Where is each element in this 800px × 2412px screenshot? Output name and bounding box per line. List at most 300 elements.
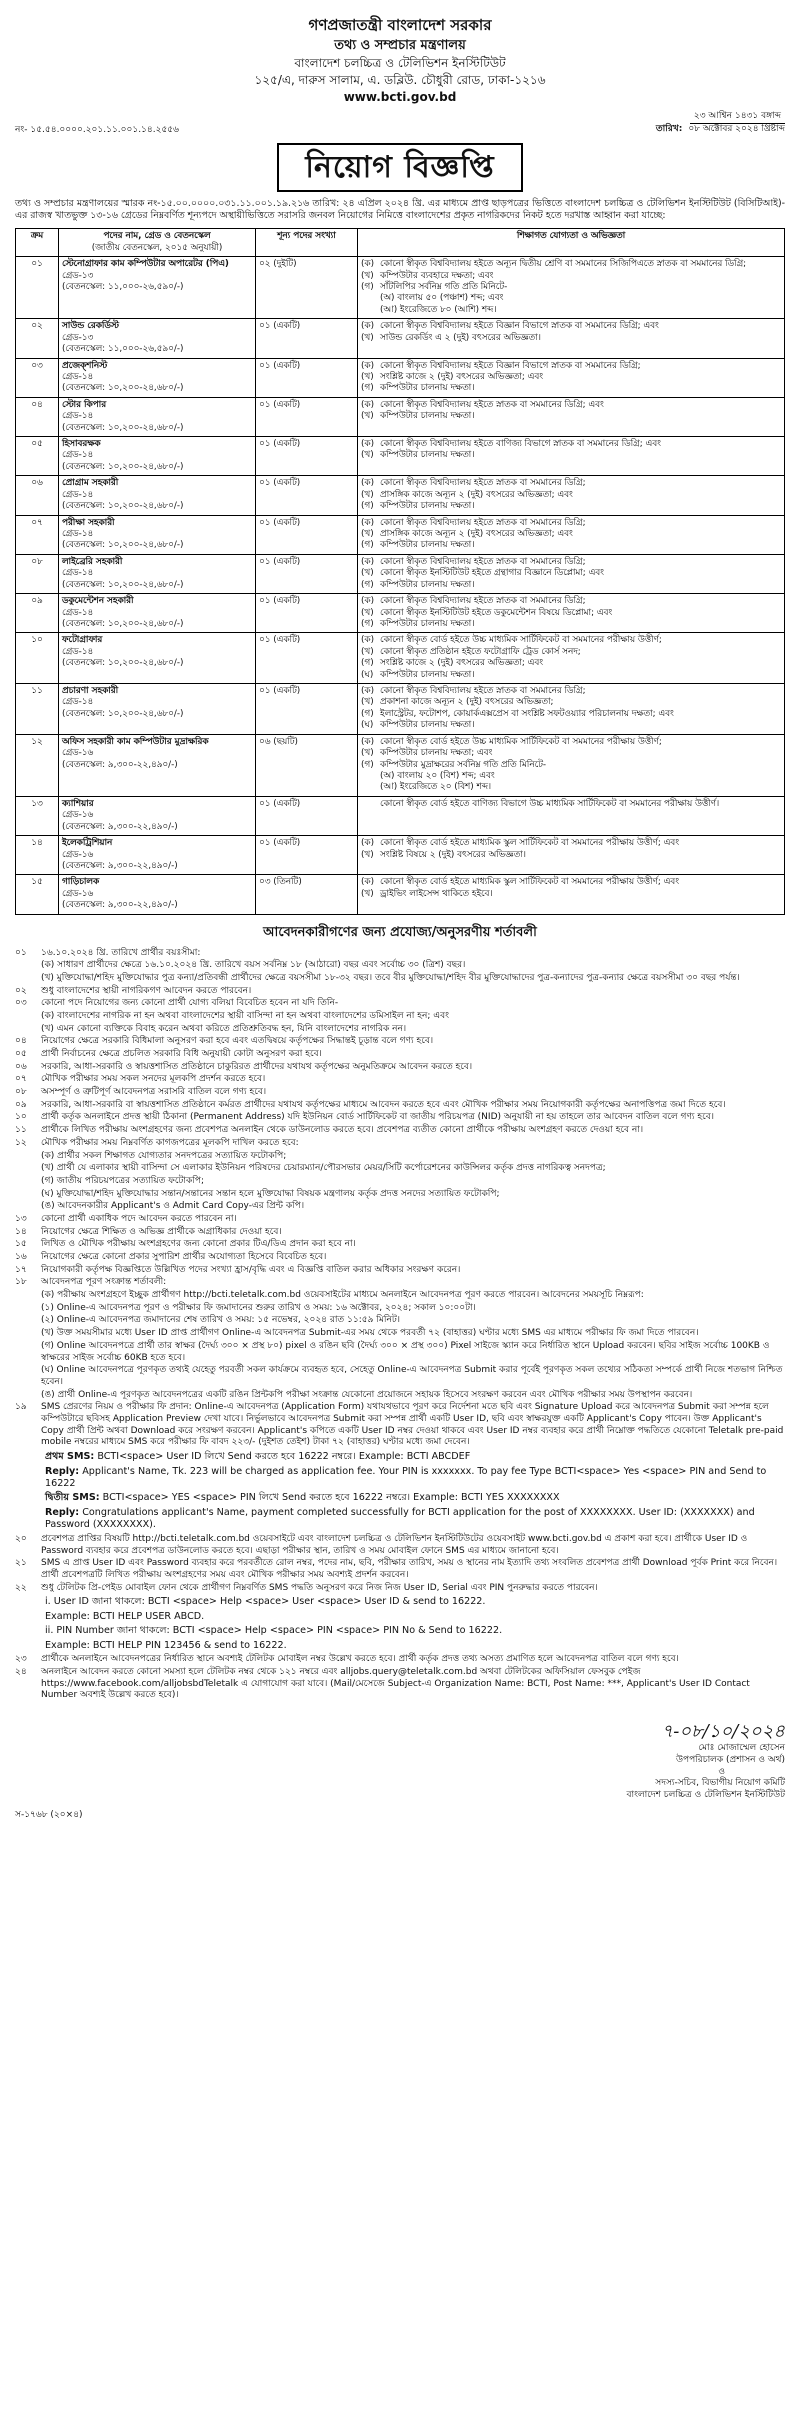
term-item xyxy=(15,1583,785,1595)
term-item xyxy=(15,1341,785,1364)
term-number xyxy=(15,1189,37,1201)
qualification-text: কম্পিউটার মুদ্রাক্ষরের সর্বনিম্ন গতি প্রতি মিনিটে- xyxy=(380,759,547,770)
qualification-marker: (খ) xyxy=(361,607,374,618)
post-name: পরীক্ষা সহকারী xyxy=(62,517,115,528)
qualification-text: কম্পিউটার চালনায় দক্ষতা। xyxy=(380,540,475,551)
qualification-marker: (খ) xyxy=(361,529,374,539)
term-item xyxy=(15,1024,785,1036)
row-qualification xyxy=(358,684,785,735)
post-grade: গ্রেড-১৪ xyxy=(62,607,94,618)
qualification-marker: (ক) xyxy=(361,556,375,567)
post-pay: (বেতনস্কেল: ১০,২০০-২৪,৬৮০/-) xyxy=(62,579,184,590)
term-number xyxy=(15,1341,37,1364)
qualification-line xyxy=(361,670,781,681)
post-pay: (বেতনস্কেল: ১০,২০০-২৪,৬৮০/-) xyxy=(62,383,184,394)
table-header-row xyxy=(16,229,785,257)
row-serial: ১৫ xyxy=(16,875,59,914)
qualification-marker: (গ) xyxy=(361,708,374,719)
term-text: (খ) এমন কোনো ব্যক্তিকে বিবাহ করেন অথবা করিতে প্রতিশ্রুতিবদ্ধ হন, যিনি বাংলাদেশের নাগরিক নন। xyxy=(41,1023,407,1034)
header-count: শূন্য পদের সংখ্যা xyxy=(256,229,358,257)
row-post xyxy=(59,257,256,319)
qualification-line xyxy=(361,889,781,900)
row-qualification xyxy=(358,476,785,515)
qualification-text: কোনো স্বীকৃত বোর্ড হইতে বাণিজ্য বিভাগে উচ্চ মাধ্যমিক সার্টিফিকেট বা সমমানের পরীক্ষায় উত্তীর্ণ। xyxy=(380,798,720,809)
post-grade: গ্রেড-১৪ xyxy=(62,529,94,539)
qualification-line xyxy=(361,540,781,551)
notice-page xyxy=(15,0,785,1821)
post-pay: (বেতনস্কেল: ১০,২০০-২৪,৬৮০/-) xyxy=(62,618,184,629)
post-name: স্টেনোগ্রাফার কাম কম্পিউটার অপারেটর (পিএ) xyxy=(62,259,229,270)
term-text: (ঙ) প্রার্থী Online-এ পূরণকৃত আবেদনপত্রের একটি রঙিন প্রিন্টকপি পরীক্ষা সংক্রান্ত যেকোনো প্রয়োজনে সহায়ক হিসেবে সংরক্ষণ করবেন এবং মৌখিক পরীক্ষার সময় উপস্থাপন করবেন। xyxy=(41,1389,693,1400)
qualification-line xyxy=(361,697,781,708)
term-text: কোনো পদে নিয়োগের জন্য কোনো প্রার্থী যোগ্য বলিয়া বিবেচিত হবেন না যদি তিনি- xyxy=(41,998,339,1009)
post-grade: গ্রেড-১৪ xyxy=(62,646,94,657)
post-pay: (বেতনস্কেল: ১০,২০০-২৪,৬৮০/-) xyxy=(62,540,184,551)
term-item xyxy=(15,1176,785,1188)
term-item xyxy=(15,1654,785,1666)
post-grade: গ্রেড-১৪ xyxy=(62,489,94,500)
term-number: ১১ xyxy=(15,1125,27,1136)
term-text: (গ) Online আবেদনপত্রে প্রার্থী তার স্বাক্ষর (দৈর্ঘ্য ৩০০ × প্রস্থ ৮০) pixel ও রঙিন ছবি (দৈর্ঘ্য ৩০০ × প্রস্থ ৩০০) Pixel সাইজে স্ক্যান করে নির্ধারিত স্থানে Upload করবেন। ছবির সাইজ সর্বোচ্চ 100KB ও স্বাক্ষরের সাইজ সর্বোচ্চ 60KB হতে হবে। xyxy=(41,1340,770,1363)
row-count: ০১ (একটি) xyxy=(256,684,358,735)
qualification-text: কোনো স্বীকৃত বিশ্ববিদ্যালয় হইতে বাণিজ্য বিভাগে স্নাতক বা সমমানের ডিগ্রি; এবং xyxy=(380,439,661,450)
term-text: সরকারি, আধা-সরকারি ও স্বায়ত্তশাসিত প্রতিষ্ঠানে চাকুরিরত প্রার্থীদের যথাযথ কর্তৃপক্ষের অনুমতিক্রমে আবেদন করতে হবে। xyxy=(41,1061,473,1072)
post-grade: গ্রেড-১৪ xyxy=(62,697,94,708)
term-number: ১৫ xyxy=(15,1239,27,1250)
term-text: (খ) প্রার্থী যে এলাকার স্থায়ী বাসিন্দা সে এলাকার ইউনিয়ন পরিষদের চেয়ারম্যান/পৌরসভার মেয়র/সিটি কর্পোরেশনের কাউন্সিলর কর্তৃক প্রদত্ত নাগরিকত্ব সনদপত্র; xyxy=(41,1163,606,1174)
term-number: ১৬ xyxy=(15,1252,27,1263)
post-name: ফটোগ্রাফার xyxy=(62,635,103,646)
date-gregorian: ০৮ অক্টোবর ২০২৪ খ্রিষ্টাব্দ xyxy=(688,123,785,134)
post-name: হিসাবরক্ষক xyxy=(62,439,101,450)
term-item xyxy=(15,1315,785,1327)
header-post xyxy=(59,229,256,257)
title-wrap xyxy=(15,143,785,192)
term-item xyxy=(15,1365,785,1388)
term-text: কোনো প্রার্থী একাধিক পদে আবেদন করতে পারবেন না। xyxy=(41,1213,237,1224)
post-grade: গ্রেড-১৪ xyxy=(62,371,94,382)
post-name: প্রচারণা সহকারী xyxy=(62,686,119,697)
qualification-line xyxy=(361,737,781,748)
qualification-line xyxy=(361,580,781,591)
terms-title: আবেদনকারীগণের জন্য প্রযোজ্য/অনুসরণীয় শর্তাবলী xyxy=(263,924,537,940)
footer xyxy=(15,1810,785,1822)
qualification-marker xyxy=(361,293,377,304)
header-qualification: শিক্ষাগত যোগ্যতা ও অভিজ্ঞতা xyxy=(358,229,785,257)
qualification-text: ড্রাইভিং লাইসেন্স থাকিতে হইবে। xyxy=(380,888,493,899)
term-text: (ঘ) মুক্তিযোদ্ধা/শহিদ মুক্তিযোদ্ধার সন্তান/সন্তানের সন্তান হলে মুক্তিযোদ্ধা বিষয়ক মন্ত্রণালয় কর্তৃক প্রদত্ত সনদের সত্যায়িত ফটোকপি; xyxy=(41,1188,500,1199)
qualification-text: কোনো স্বীকৃত বিশ্ববিদ্যালয় হইতে বিজ্ঞান বিভাগে স্নাতক বা সমমানের ডিগ্রি; xyxy=(380,360,641,371)
post-pay: (বেতনস্কেল: ৯,৩০০-২২,৪৯০/-) xyxy=(62,860,178,871)
sms-text: BCTI<space> User ID লিখে Send করতে হবে 16222 নম্বরে। Example: BCTI ABCDEF xyxy=(97,1451,471,1463)
term-number: ২৪ xyxy=(15,1666,27,1677)
qualification-marker: (গ) xyxy=(361,658,374,669)
qualification-text: কম্পিউটার চালনায় দক্ষতা। xyxy=(380,383,475,394)
row-qualification xyxy=(358,437,785,476)
qualification-text: (আ) ইংরেজিতে ৮০ (আশি) শব্দ। xyxy=(380,304,497,315)
term-text: SMS এ প্রাপ্ত User ID এবং Password ব্যবহার করে পরবর্তীতে রোল নম্বর, পদের নাম, ছবি, পরীক্ষার তারিখ, সময় ও স্থানের নাম ইত্যাদি তথ্য সংবলিত প্রবেশপত্র প্রার্থী Download পূর্বক Print করে নিবেন। প্রার্থী প্রবেশপত্রটি লিখিত পরীক্ষায় অংশগ্রহণের সময় এবং মৌখিক পরীক্ষার সময় অবশ্যই প্রদর্শন করবেন। xyxy=(41,1558,778,1580)
qualification-line xyxy=(361,557,781,568)
term-item xyxy=(15,1036,785,1048)
qualification-line xyxy=(361,439,781,450)
qualification-marker: (ক) xyxy=(361,321,375,332)
row-count: ০১ (একটি) xyxy=(256,554,358,593)
post-pay: (বেতনস্কেল: ১১,০০০-২৬,৫৯০/-) xyxy=(62,344,184,355)
qualification-text: কম্পিউটার চালনায় দক্ষতা। xyxy=(380,669,475,680)
qualification-text: কম্পিউটার চালনায় দক্ষতা। xyxy=(380,720,475,731)
sms-text: BCTI<space> YES <space> PIN লিখে Send করতে হবে 16222 নম্বরে। Example: BCTI YES XXXXXXXX xyxy=(102,1492,560,1504)
qualification-line xyxy=(361,619,781,630)
qualification-marker: (খ) xyxy=(361,568,374,579)
term-item xyxy=(15,998,785,1010)
term-number xyxy=(15,1390,37,1402)
qualification-text: কোনো স্বীকৃত বোর্ড হইতে মাধ্যমিক স্কুল সার্টিফিকেট বা সমমানের পরীক্ষায় উত্তীর্ণ; এবং xyxy=(380,838,679,849)
term-text: ১৬.১০.২০২৪ খ্রি. তারিখে প্রার্থীর বয়ঃসীমা: xyxy=(41,947,201,958)
term-item xyxy=(15,1303,785,1315)
qualification-text: সাউন্ড রেকর্ডিং এ ২ (দুই) বৎসরের অভিজ্ঞতা। xyxy=(380,332,541,343)
qualification-marker: (ঘ) xyxy=(361,720,374,731)
qualification-text: কোনো স্বীকৃত বিশ্ববিদ্যালয় হইতে স্নাতক বা সমমানের ডিগ্রি; xyxy=(380,556,586,567)
term-text: প্রার্থী নির্বাচনের ক্ষেত্রে প্রচলিত সরকারি বিধি অনুযায়ী কোটা অনুসরণ করা হবে। xyxy=(41,1049,322,1060)
qualification-marker: (ক) xyxy=(361,259,375,270)
qualification-line xyxy=(361,259,781,270)
post-pay: (বেতনস্কেল: ১০,২০০-২৪,৬৮০/-) xyxy=(62,658,184,669)
post-grade: গ্রেড-১৪ xyxy=(62,568,94,579)
row-post xyxy=(59,319,256,358)
term-text: (খ) মুক্তিযোদ্ধা/শহিদ মুক্তিযোদ্ধার পুত্র কন্যা/প্রতিবন্ধী প্রার্থীদের ক্ষেত্রে বয়সসীমা ১৮-৩২ বছর। তবে বীর মুক্তিযোদ্ধা/শহিদ বীর মুক্তিযোদ্ধাদের পুত্র-কন্যাদের পুত্র-কন্যার ক্ষেত্রে বয়সসীমা ৩০ বছর পর্যন্ত। xyxy=(41,972,740,983)
term-item xyxy=(15,1214,785,1226)
qualification-marker: (খ) xyxy=(361,888,374,899)
table-row xyxy=(16,796,785,835)
table-row xyxy=(16,633,785,684)
term-text: নিয়োগকারী কর্তৃপক্ষ বিজ্ঞপ্তিতে উল্লিখিত পদের সংখ্যা হ্রাস/বৃদ্ধি এবং এ বিজ্ঞপ্তি বাতিল করার অধিকার সংরক্ষণ করেন। xyxy=(41,1264,461,1275)
signatory-and: ও xyxy=(718,1766,725,1777)
post-pay: (বেতনস্কেল: ১০,২০০-২৪,৬৮০/-) xyxy=(62,461,184,472)
header-serial: ক্রম xyxy=(16,229,59,257)
intro-paragraph: তথ্য ও সম্প্রচার মন্ত্রণালয়ের স্মারক নং-১৫.০০.০০০০.০৩১.১১.০০১.১৯.২১৬ তারিখ: ২৪ এপ্রিল ২০২৪ খ্রি. এর মাধ্যমে প্রাপ্ত ছাড়পত্রের ভিত্তিতে বাংলাদেশ চলচ্চিত্র ও টেলিভিশন ইনস্টিটিউট (বিসিটিআই)-এর রাজস্ব খাতভুক্ত ১৩-১৬ গ্রেডের নিম্নবর্ণিত শূন্যপদে অস্থায়ীভিত্তিতে সরাসরি জনবল নিয়োগের নিমিত্তে বাংলাদেশের প্রকৃত নাগরিকদের নিকট হতে দরখাস্ত আহ্বান করা যাচ্ছে: xyxy=(15,197,785,222)
term-number: ০৯ xyxy=(15,1099,27,1110)
term-text: (গ) জাতীয় পরিচয়পত্রের সত্যায়িত ফটোকপি; xyxy=(41,1175,205,1186)
term-item xyxy=(15,1062,785,1074)
qualification-line xyxy=(361,293,781,304)
term-text: অসম্পূর্ণ ও ত্রুটিপূর্ণ আবেদনপত্র সরাসরি বাতিল বলে গণ্য হবে। xyxy=(41,1087,267,1098)
government-name: গণপ্রজাতন্ত্রী বাংলাদেশ সরকার xyxy=(308,16,492,34)
qualification-marker: (খ) xyxy=(361,411,374,422)
terms-list-2 xyxy=(15,1534,785,1594)
memo-number: নং- ১৫.৫৪.০০০০.২০১.১১.০০১.১৪.২৫৫৬ xyxy=(15,125,179,136)
signatory-name: মোঃ মোজাম্মেল হোসেন xyxy=(698,1743,785,1754)
post-grade: গ্রেড-১৪ xyxy=(62,450,94,461)
qualification-line xyxy=(361,400,781,411)
row-count: ০১ (একটি) xyxy=(256,594,358,633)
term-item xyxy=(15,1290,785,1302)
term-number xyxy=(15,1151,37,1163)
qualification-marker: (ক) xyxy=(361,517,375,528)
memo-date xyxy=(656,111,785,135)
term-text: মৌখিক পরীক্ষার সময় নিম্নবর্ণিত কাগজপত্রের মূলকপি দাখিল করতে হবে: xyxy=(41,1137,299,1148)
signature-block xyxy=(15,1720,785,1802)
recover-line: ii. PIN Number জানা থাকলে: BCTI <space> Help <space> PIN <space> PIN No & Send to 16222. xyxy=(45,1625,503,1637)
row-serial: ০২ xyxy=(16,319,59,358)
row-serial: ০৯ xyxy=(16,594,59,633)
term-text: প্রবেশপত্র প্রাপ্তির বিষয়টি http://bcti.teletalk.com.bd ওয়েবসাইটে এবং বাংলাদেশ চলচ্চিত্র ও টেলিভিশন ইনস্টিটিউটের ওয়েবসাইট www.bcti.gov.bd এ প্রকাশ করা হবে। প্রার্থীকে User ID ও Password ব্যবহার করে প্রবেশপত্র ডাউনলোড করতে হবে। এছাড়া পরীক্ষার স্থান, তারিখ ও সময় মোবাইল ফোনে SMS এর মাধ্যমে জানানো হবে। xyxy=(41,1533,748,1556)
row-qualification xyxy=(358,554,785,593)
row-serial: ১৪ xyxy=(16,836,59,875)
term-number: ১০ xyxy=(15,1112,27,1123)
header-post-sub: (জাতীয় বেতনস্কেল, ২০১৫ অনুযায়ী) xyxy=(91,242,223,253)
term-text: নিয়োগের ক্ষেত্রে কোনো প্রকার সুপারিশ প্রার্থীর অযোগ্যতা হিসেবে বিবেচিত হবে। xyxy=(41,1252,327,1263)
row-count: ০১ (একটি) xyxy=(256,358,358,397)
term-number: ২০ xyxy=(15,1533,27,1544)
qualification-line xyxy=(361,838,781,849)
qualification-text: কোনো স্বীকৃত বিশ্ববিদ্যালয় হইতে বিজ্ঞান বিভাগে স্নাতক বা সমমানের ডিগ্রি; এবং xyxy=(380,321,659,332)
sms-label: দ্বিতীয় SMS: xyxy=(45,1492,100,1504)
row-post xyxy=(59,633,256,684)
qualification-marker: (গ) xyxy=(361,281,374,292)
table-row xyxy=(16,875,785,914)
sms-label: Reply: xyxy=(45,1506,80,1518)
term-text: সরকারি, আধা-সরকারি বা স্বায়ত্তশাসিত প্রতিষ্ঠানে কর্মরত প্রার্থীদের যথাযথ কর্তৃপক্ষের মাধ্যমে আবেদন করতে হবে এবং মৌখিক পরীক্ষার সময় নিয়োগকারী কর্তৃপক্ষের অনাপত্তিপত্র জমা দিতে হবে। xyxy=(41,1099,726,1110)
row-count: ০১ (একটি) xyxy=(256,836,358,875)
signature: ৭-০৮/১০/২০২৪ xyxy=(661,1720,785,1742)
row-serial: ০৫ xyxy=(16,437,59,476)
qualification-marker: (খ) xyxy=(361,646,374,657)
term-number: ০৬ xyxy=(15,1061,27,1072)
post-grade: গ্রেড-১৬ xyxy=(62,748,94,759)
term-item xyxy=(15,1087,785,1099)
term-text: আবেদনপত্র পূরণ সংক্রান্ত শর্তাবলী: xyxy=(41,1277,167,1288)
qualification-marker: (খ) xyxy=(361,450,374,461)
footer-code: স-১৭৬৮ (২০×৪) xyxy=(15,1809,83,1820)
term-text: (ক) সাধারণ প্রার্থীদের ক্ষেত্রে ১৬.১০.২০২৪ খ্রি. তারিখে বয়স সর্বনিম্ন ১৮ (আঠারো) বছর এবং সর্বোচ্চ ৩০ (ত্রিশ) বছর। xyxy=(41,960,466,971)
row-post xyxy=(59,796,256,835)
term-item xyxy=(15,1049,785,1061)
term-item xyxy=(15,1390,785,1402)
term-text: (২) Online-এ আবেদনপত্র জমাদানের শেষ তারিখ ও সময়: ১৫ নভেম্বর, ২০২৪ রাত ১১:৫৯ মিনিট। xyxy=(41,1315,400,1326)
post-grade: গ্রেড-১৬ xyxy=(62,888,94,899)
term-text: শুধু টেলিটক প্রি-পেইড মোবাইল ফোন থেকে প্রার্থীগণ নিম্নবর্ণিত SMS পদ্ধতি অনুসরণ করে নিজ নিজ User ID, Serial এবং PIN পুনরুদ্ধার করতে পারবেন। xyxy=(41,1582,598,1593)
qualification-marker: (ক) xyxy=(361,360,375,371)
qualification-line xyxy=(361,271,781,282)
sms-label: প্রথম SMS: xyxy=(45,1451,95,1463)
post-grade: গ্রেড-১৬ xyxy=(62,849,94,860)
qualification-line xyxy=(361,501,781,512)
qualification-text: কোনো স্বীকৃত বিশ্ববিদ্যালয় হইতে স্নাতক বা সমমানের ডিগ্রি; xyxy=(380,596,586,607)
term-number: ০৮ xyxy=(15,1087,27,1098)
term-number xyxy=(15,1290,37,1302)
row-count: ০১ (একটি) xyxy=(256,319,358,358)
term-number: ২৩ xyxy=(15,1654,27,1665)
term-item xyxy=(15,1402,785,1449)
qualification-marker xyxy=(361,771,377,782)
post-pay: (বেতনস্কেল: ১০,২০০-২৪,৬৮০/-) xyxy=(62,501,184,512)
qualification-line xyxy=(361,596,781,607)
row-qualification xyxy=(358,633,785,684)
qualification-text: কম্পিউটার চালনায় দক্ষতা। xyxy=(380,411,475,422)
row-post xyxy=(59,875,256,914)
qualification-text: কম্পিউটার চালনায় দক্ষতা। xyxy=(380,450,475,461)
qualification-line xyxy=(361,282,781,293)
row-serial: ১৩ xyxy=(16,796,59,835)
term-item xyxy=(15,1534,785,1557)
term-item xyxy=(15,1163,785,1175)
term-item xyxy=(15,1328,785,1340)
post-pay: (বেতনস্কেল: ৯,৩০০-২২,৪৯০/-) xyxy=(62,900,178,911)
qualification-text: কম্পিউটার চালনায় দক্ষতা। xyxy=(380,501,475,512)
table-row xyxy=(16,319,785,358)
post-grade: গ্রেড-১৪ xyxy=(62,411,94,422)
post-name: ক্যাশিয়ার xyxy=(62,798,94,809)
post-name: প্রজেক্শনিস্ট xyxy=(62,360,108,371)
qualification-text: সাঁটলিপির সর্বনিম্ন গতি প্রতি মিনিটে- xyxy=(380,281,508,292)
date-label: তারিখ: xyxy=(655,123,683,134)
sms-list xyxy=(15,1451,785,1532)
qualification-marker: (গ) xyxy=(361,540,374,551)
qualification-line xyxy=(361,478,781,489)
qualification-text: কোনো স্বীকৃত বিশ্ববিদ্যালয় হইতে অন্যূন দ্বিতীয় শ্রেণি বা সমমানের সিজিপিএতে স্নাতক বা সমমানের ডিগ্রি; xyxy=(380,259,747,270)
qualification-marker: (গ) xyxy=(361,579,374,590)
qualification-text: কোনো স্বীকৃত বোর্ড হইতে মাধ্যমিক স্কুল সার্টিফিকেট বা সমমানের পরীক্ষায় উত্তীর্ণ; এবং xyxy=(380,877,679,888)
term-item xyxy=(15,960,785,972)
qualification-text: কোনো স্বীকৃত ইনস্টিটিউট হইতে ডকুমেন্টেশন বিষয়ে ডিপ্লোমা; এবং xyxy=(380,607,613,618)
qualification-marker: (গ) xyxy=(361,501,374,512)
term-text: লিখিত ও মৌখিক পরীক্ষায় অংশগ্রহণের জন্য কোনো প্রকার টিএ/ডিএ প্রদান করা হবে না। xyxy=(41,1239,356,1250)
qualification-text: প্রাসঙ্গিক কাজে অন্যূন ২ (দুই) বৎসরের অভিজ্ঞতা; এবং xyxy=(380,529,573,539)
post-pay: (বেতনস্কেল: ১০,২০০-২৪,৬৮০/-) xyxy=(62,708,184,719)
recover-line: Example: BCTI HELP USER ABCD. xyxy=(45,1610,205,1622)
row-post xyxy=(59,594,256,633)
term-text: (১) Online-এ আবেদনপত্র পূরণ ও পরীক্ষার ফি জমাদানের শুরুর তারিখ ও সময়: ১৬ অক্টোবর, ২০২৪; সকাল ১০:০০টা। xyxy=(41,1302,476,1313)
row-qualification xyxy=(358,397,785,436)
qualification-line xyxy=(361,608,781,619)
qualification-text: কম্পিউটার চালনায় দক্ষতা। xyxy=(380,579,475,590)
term-item xyxy=(15,1201,785,1213)
term-number: ০৭ xyxy=(15,1074,27,1085)
qualification-text: প্রকাশনা কাজে অন্যূন ২ (দুই) বৎসরের অভিজ্ঞতা; xyxy=(380,697,554,708)
sms-line xyxy=(45,1492,785,1504)
term-number: ১৩ xyxy=(15,1213,27,1224)
table-row xyxy=(16,358,785,397)
row-serial: ০৬ xyxy=(16,476,59,515)
term-number xyxy=(15,1011,37,1023)
term-text: প্রার্থীকে লিখিত পরীক্ষায় অংশগ্রহণের জন্য প্রবেশপত্র অনলাইন থেকে ডাউনলোড করতে হবে। প্রবেশপত্র ব্যতীত কোনো প্রার্থীকে পরীক্ষায় অংশগ্রহণ করতে দেওয়া হবে না। xyxy=(41,1125,644,1136)
qualification-marker: (গ) xyxy=(361,759,374,770)
term-text: (ঘ) Online আবেদনপত্রে পূরণকৃত তথ্যই যেহেতু পরবর্তী সকল কার্যক্রমে ব্যবহৃত হবে, সেহেতু Online-এ আবেদনপত্র Submit করার পূর্বেই পূরণকৃত সকল তথ্যের সঠিকতা সম্পর্কে প্রার্থী নিজে শতভাগ নিশ্চিত হবেন। xyxy=(41,1365,783,1387)
term-number: ০৪ xyxy=(15,1036,27,1047)
qualification-marker: (ক) xyxy=(361,877,375,888)
qualification-marker: (ক) xyxy=(361,596,375,607)
term-text: অনলাইনে আবেদন করতে কোনো সমস্যা হলে টেলিটক নম্বর থেকে ১২১ নম্বরে এবং alljobs.query@teletalk.com.bd অথবা টেলিটকের অফিসিয়াল ফেসবুক পেইজ https://www.facebook.com/alljobsbdTeletalk এ যোগাযোগ করা যাবে। (Mail/মেসেজে Subject-এ Organization Name: BCTI, Post Name: ***, Applicant's User ID Contact Number অবশ্যই উল্লেখ করতে হবে)। xyxy=(41,1666,750,1701)
institute-website: www.bcti.gov.bd xyxy=(343,89,457,104)
qualification-marker: (খ) xyxy=(361,332,374,343)
row-post xyxy=(59,836,256,875)
qualification-text: কোনো স্বীকৃত প্রতিষ্ঠান হইতে ফটোগ্রাফি ট্রেড কোর্স সনদ; xyxy=(380,646,581,657)
terms-list xyxy=(15,948,785,1450)
row-count: ০১ (একটি) xyxy=(256,796,358,835)
table-row xyxy=(16,594,785,633)
posts-table xyxy=(15,228,785,914)
post-pay: (বেতনস্কেল: ১১,০০০-২৬,৫৯০/-) xyxy=(62,281,184,292)
term-item xyxy=(15,1138,785,1150)
sms-line xyxy=(45,1507,785,1532)
post-pay: (বেতনস্কেল: ৯,৩০০-২২,৪৯০/-) xyxy=(62,821,178,832)
term-number xyxy=(15,960,37,972)
table-row xyxy=(16,836,785,875)
qualification-line xyxy=(361,305,781,316)
qualification-line xyxy=(361,321,781,332)
row-serial: ০৪ xyxy=(16,397,59,436)
term-item xyxy=(15,1011,785,1023)
qualification-line xyxy=(361,748,781,759)
row-post xyxy=(59,476,256,515)
institute-name: বাংলাদেশ চলচ্চিত্র ও টেলিভিশন ইনস্টিটিউট xyxy=(294,56,506,71)
qualification-line xyxy=(361,782,781,793)
row-qualification xyxy=(358,319,785,358)
qualification-text: কোনো স্বীকৃত বিশ্ববিদ্যালয় হইতে স্নাতক বা সমমানের ডিগ্রি; xyxy=(380,478,586,489)
terms-list-3 xyxy=(15,1654,785,1702)
qualification-line xyxy=(361,720,781,731)
qualification-marker: (খ) xyxy=(361,748,374,759)
term-text: মৌখিক পরীক্ষার সময় সকল সনদের মূলকপি প্রদর্শন করতে হবে। xyxy=(41,1074,266,1085)
post-name: ডকুমেন্টেশন সহকারী xyxy=(62,596,134,607)
qualification-line xyxy=(361,877,781,888)
table-row xyxy=(16,515,785,554)
term-number: ০৫ xyxy=(15,1049,27,1060)
post-grade: গ্রেড-১৬ xyxy=(62,810,94,821)
post-name: অফিস সহকারী কাম কম্পিউটার মুদ্রাক্ষরিক xyxy=(62,736,209,747)
row-serial: ১২ xyxy=(16,734,59,796)
qualification-text: সংশ্লিষ্ট কাজে ২ (দুই) বৎসরের অভিজ্ঞতা; এবং xyxy=(380,658,544,669)
qualification-text: সংশ্লিষ্ট বিষয়ে ২ (দুই) বৎসরের অভিজ্ঞতা। xyxy=(380,849,526,860)
row-serial: ১১ xyxy=(16,684,59,735)
term-text: প্রার্থী কর্তৃক অনলাইনে প্রদত্ত স্থায়ী ঠিকানা (Permanent Address) যদি ইউনিয়ন বোর্ড সার্টিফিকেট বা জাতীয় পরিচয়পত্র (NID) অনুযায়ী না হয় তাহলে তার আবেদন বাতিল বলে গণ্য হবে। xyxy=(41,1112,714,1123)
row-post xyxy=(59,358,256,397)
qualification-text: (অ) বাংলায় ৫০ (পঞ্চাশ) শব্দ; এবং xyxy=(380,293,504,304)
term-item xyxy=(15,986,785,998)
row-count: ০৩ (তিনটি) xyxy=(256,875,358,914)
table-row xyxy=(16,257,785,319)
qualification-text: কোনো স্বীকৃত বিশ্ববিদ্যালয় হইতে স্নাতক বা সমমানের ডিগ্রি; xyxy=(380,517,586,528)
qualification-marker: (ক) xyxy=(361,838,375,849)
qualification-line xyxy=(361,760,781,771)
sms-line xyxy=(45,1451,785,1463)
committee-role: সদস্য-সচিব, বিভাগীয় নিয়োগ কমিটি xyxy=(655,1778,785,1789)
row-post xyxy=(59,437,256,476)
term-text: (ঙ) আবেদনকারীর Applicant's ও Admit Card Copy-এর প্রিন্ট কপি। xyxy=(41,1201,305,1212)
term-item xyxy=(15,1252,785,1264)
row-qualification xyxy=(358,358,785,397)
sms-label: Reply: xyxy=(45,1465,80,1477)
post-name: প্রোগ্রাম সহকারী xyxy=(62,478,119,489)
row-post xyxy=(59,734,256,796)
term-item xyxy=(15,973,785,985)
term-number xyxy=(15,973,37,985)
qualification-marker: (ঘ) xyxy=(361,669,374,680)
row-count: ০১ (একটি) xyxy=(256,515,358,554)
qualification-line xyxy=(361,383,781,394)
qualification-line xyxy=(361,333,781,344)
term-number xyxy=(15,1201,37,1213)
qualification-text: কোনো স্বীকৃত বিশ্ববিদ্যালয় হইতে স্নাতক বা সমমানের ডিগ্রি; xyxy=(380,686,586,697)
row-serial: ০১ xyxy=(16,257,59,319)
qualification-marker xyxy=(361,782,377,793)
term-text: (ক) প্রার্থীর সকল শিক্ষাগত যোগ্যতার সনদপত্রের সত্যায়িত ফটোকপি; xyxy=(41,1150,287,1161)
term-number xyxy=(15,1024,37,1036)
ministry-name: তথ্য ও সম্প্রচার মন্ত্রণালয় xyxy=(334,37,466,53)
row-qualification xyxy=(358,734,785,796)
post-name: স্টোর কিপার xyxy=(62,399,107,410)
table-row xyxy=(16,684,785,735)
